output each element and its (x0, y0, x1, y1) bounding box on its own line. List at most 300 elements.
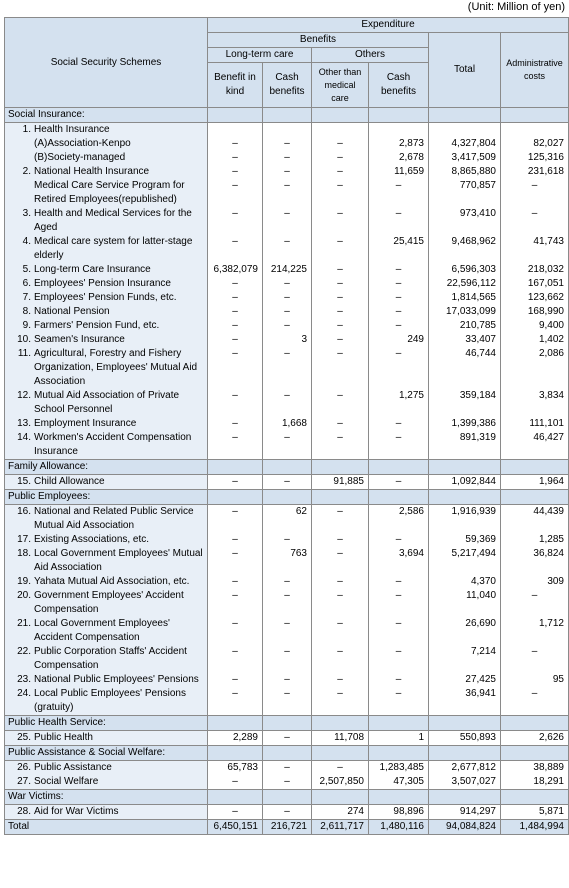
value-cell: 1,283,485 (369, 761, 429, 776)
value-cell: 891,319 (429, 431, 501, 460)
header-long-term-care: Long-term care (208, 48, 312, 63)
value-cell: – (369, 475, 429, 490)
scheme-label (8, 805, 204, 819)
value-cell: – (208, 805, 263, 820)
section-empty-cell (263, 108, 312, 123)
scheme-number: 10. (17, 334, 31, 345)
value-cell: – (312, 389, 369, 417)
table-row (5, 731, 569, 746)
scheme-label-cell (5, 179, 208, 207)
value-cell: 218,032 (501, 263, 569, 277)
scheme-number: 28. (17, 806, 31, 817)
value-cell: – (208, 431, 263, 460)
scheme-name: Workmen's Accident Compensation Insurance (34, 432, 192, 457)
value-cell: 38,889 (501, 761, 569, 776)
scheme-label-cell (5, 687, 208, 716)
section-empty-cell (208, 460, 263, 475)
value-cell: – (369, 277, 429, 291)
header-other-than-medical: Other than medical care (312, 63, 369, 108)
value-cell: – (501, 207, 569, 235)
scheme-label (8, 475, 204, 489)
value-cell: – (208, 137, 263, 151)
section-title: War Victims: (5, 790, 208, 805)
scheme-label (8, 645, 204, 673)
table-row (5, 347, 569, 389)
scheme-label-cell (5, 547, 208, 575)
section-empty-cell (369, 460, 429, 475)
value-cell: 125,316 (501, 151, 569, 165)
scheme-label (8, 179, 204, 207)
scheme-number: 13. (17, 418, 31, 429)
value-cell: – (263, 151, 312, 165)
value-cell: – (369, 347, 429, 389)
scheme-label-cell (5, 475, 208, 490)
table-row (5, 761, 569, 776)
value-cell: – (208, 687, 263, 716)
scheme-number: 24. (17, 688, 31, 699)
value-cell: 123,662 (501, 291, 569, 305)
value-cell: 550,893 (429, 731, 501, 746)
value-cell: – (263, 347, 312, 389)
value-cell: 3,834 (501, 389, 569, 417)
section-empty-cell (263, 716, 312, 731)
value-cell: – (369, 417, 429, 431)
section-empty-cell (429, 460, 501, 475)
scheme-number: 6. (22, 278, 31, 289)
header-expenditure: Expenditure (208, 18, 569, 33)
value-cell: – (208, 589, 263, 617)
scheme-name: Child Allowance (34, 476, 105, 487)
scheme-name: Local Public Employees' Pensions (gratuity) (34, 688, 186, 713)
value-cell: – (208, 347, 263, 389)
section-empty-cell (369, 108, 429, 123)
value-cell: – (312, 333, 369, 347)
table-row (5, 687, 569, 716)
value-cell: – (312, 137, 369, 151)
table-row (5, 505, 569, 534)
table-header (5, 18, 569, 108)
value-cell: – (208, 505, 263, 534)
table-row (5, 389, 569, 417)
value-cell: – (263, 687, 312, 716)
scheme-name: Local Government Employees' Mutual Aid Association (34, 548, 203, 573)
section-empty-cell (263, 790, 312, 805)
section-empty-cell (263, 746, 312, 761)
value-cell: – (208, 179, 263, 207)
value-cell: – (208, 305, 263, 319)
value-cell: – (312, 277, 369, 291)
scheme-label (8, 775, 204, 789)
value-cell: – (369, 645, 429, 673)
scheme-name: Long-term Care Insurance (34, 264, 151, 275)
value-cell: – (312, 305, 369, 319)
scheme-number (8, 151, 34, 165)
scheme-name: Yahata Mutual Aid Association, etc. (34, 576, 190, 587)
scheme-label-cell (5, 207, 208, 235)
value-cell: 2,873 (369, 137, 429, 151)
value-cell: 8,865,880 (429, 165, 501, 179)
section-empty-cell (369, 716, 429, 731)
value-cell: – (208, 775, 263, 790)
table-row (5, 575, 569, 589)
scheme-number: 2. (22, 166, 31, 177)
table-row (5, 431, 569, 460)
section-empty-cell (312, 716, 369, 731)
table-row (5, 263, 569, 277)
value-cell: 44,439 (501, 505, 569, 534)
scheme-name: National and Related Public Service Mutual Aid Association (34, 506, 194, 531)
total-value-cell: 1,484,994 (501, 820, 569, 835)
header-total: Total (429, 33, 501, 108)
scheme-label (8, 617, 204, 645)
table-row (5, 291, 569, 305)
value-cell: – (263, 137, 312, 151)
scheme-label-cell (5, 645, 208, 673)
scheme-number: 27. (17, 776, 31, 787)
value-cell: – (312, 533, 369, 547)
scheme-label-cell (5, 417, 208, 431)
value-cell: – (312, 617, 369, 645)
value-cell: 1,399,386 (429, 417, 501, 431)
scheme-label-cell (5, 347, 208, 389)
value-cell: – (312, 505, 369, 534)
section-empty-cell (429, 108, 501, 123)
value-cell: 27,425 (429, 673, 501, 687)
unit-label: (Unit: Million of yen) (467, 1, 565, 13)
value-cell: – (369, 263, 429, 277)
scheme-number: 23. (17, 674, 31, 685)
value-cell: 359,184 (429, 389, 501, 417)
scheme-label (8, 333, 204, 347)
scheme-label-cell (5, 235, 208, 263)
value-cell: 22,596,112 (429, 277, 501, 291)
value-cell: – (312, 673, 369, 687)
value-cell: – (312, 165, 369, 179)
section-empty-cell (208, 716, 263, 731)
value-cell: 11,040 (429, 589, 501, 617)
section-empty-cell (263, 460, 312, 475)
value-cell: 47,305 (369, 775, 429, 790)
scheme-label-cell (5, 575, 208, 589)
value-cell: 82,027 (501, 137, 569, 151)
scheme-number: 19. (17, 576, 31, 587)
value-cell: – (208, 165, 263, 179)
table-row (5, 123, 569, 138)
value-cell: 36,941 (429, 687, 501, 716)
scheme-label (8, 589, 204, 617)
value-cell: 1,285 (501, 533, 569, 547)
header-benefits: Benefits (208, 33, 429, 48)
header-others: Others (312, 48, 429, 63)
value-cell: – (312, 347, 369, 389)
scheme-label (8, 431, 204, 459)
value-cell: – (312, 575, 369, 589)
value-cell: 1,964 (501, 475, 569, 490)
value-cell: – (263, 431, 312, 460)
scheme-name: Farmers' Pension Fund, etc. (34, 320, 160, 331)
value-cell: 770,857 (429, 179, 501, 207)
scheme-name: Social Welfare (34, 776, 99, 787)
value-cell: 214,225 (263, 263, 312, 277)
total-value-cell: 1,480,116 (369, 820, 429, 835)
scheme-number (8, 179, 34, 207)
table-row (5, 589, 569, 617)
scheme-number: 5. (22, 264, 31, 275)
value-cell: – (369, 291, 429, 305)
section-empty-cell (208, 746, 263, 761)
value-cell: – (208, 475, 263, 490)
scheme-label (8, 731, 204, 745)
scheme-number: 8. (22, 306, 31, 317)
scheme-label-cell (5, 333, 208, 347)
value-cell: – (312, 291, 369, 305)
section-empty-cell (501, 746, 569, 761)
scheme-number: 3. (22, 208, 31, 219)
table-row (5, 475, 569, 490)
section-empty-cell (369, 746, 429, 761)
table-row (5, 645, 569, 673)
value-cell: 4,370 (429, 575, 501, 589)
value-cell: – (501, 179, 569, 207)
value-cell: 95 (501, 673, 569, 687)
value-cell: – (208, 617, 263, 645)
scheme-label (8, 319, 204, 333)
value-cell: – (369, 589, 429, 617)
scheme-name: Government Employees' Accident Compensation (34, 590, 184, 615)
value-cell: – (263, 533, 312, 547)
scheme-number: 20. (17, 590, 31, 601)
scheme-name: Employment Insurance (34, 418, 137, 429)
scheme-label (8, 389, 204, 417)
table-row (5, 165, 569, 179)
value-cell: – (312, 589, 369, 617)
value-cell: 1,712 (501, 617, 569, 645)
table-row (5, 533, 569, 547)
section-empty-cell (263, 490, 312, 505)
scheme-name: Health Insurance (34, 124, 110, 135)
value-cell: 41,743 (501, 235, 569, 263)
value-cell: 46,744 (429, 347, 501, 389)
scheme-label (8, 291, 204, 305)
value-cell: 6,596,303 (429, 263, 501, 277)
value-cell: – (208, 533, 263, 547)
value-cell: – (312, 263, 369, 277)
value-cell: 98,896 (369, 805, 429, 820)
value-cell: 7,214 (429, 645, 501, 673)
scheme-label-cell (5, 123, 208, 138)
scheme-name: Public Assistance (34, 762, 112, 773)
value-cell: – (263, 805, 312, 820)
value-cell: – (263, 305, 312, 319)
scheme-label (8, 137, 204, 151)
scheme-number: 22. (17, 646, 31, 657)
value-cell: 3,694 (369, 547, 429, 575)
scheme-label (8, 207, 204, 235)
value-cell: 1,668 (263, 417, 312, 431)
value-cell: – (501, 687, 569, 716)
section-header-row (5, 746, 569, 761)
scheme-label-cell (5, 277, 208, 291)
scheme-number: 7. (22, 292, 31, 303)
value-cell: 973,410 (429, 207, 501, 235)
value-cell: 5,217,494 (429, 547, 501, 575)
value-cell: – (369, 431, 429, 460)
value-cell: – (369, 533, 429, 547)
header-cash-benefits-ltc: Cash benefits (263, 63, 312, 108)
scheme-label-cell (5, 673, 208, 687)
section-header-row (5, 716, 569, 731)
value-cell: – (312, 319, 369, 333)
value-cell: 26,690 (429, 617, 501, 645)
total-value-cell: 94,084,824 (429, 820, 501, 835)
value-cell: – (208, 151, 263, 165)
scheme-number: 9. (22, 320, 31, 331)
scheme-name: Seamen's Insurance (34, 334, 125, 345)
total-value-cell: 6,450,151 (208, 820, 263, 835)
value-cell: 2,678 (369, 151, 429, 165)
value-cell: 168,990 (501, 305, 569, 319)
section-empty-cell (429, 790, 501, 805)
value-cell (263, 123, 312, 138)
value-cell: 18,291 (501, 775, 569, 790)
value-cell: 3,417,509 (429, 151, 501, 165)
value-cell: 46,427 (501, 431, 569, 460)
scheme-name: National Public Employees' Pensions (34, 674, 199, 685)
value-cell: – (208, 417, 263, 431)
section-empty-cell (312, 790, 369, 805)
header-benefit-in-kind: Benefit in kind (208, 63, 263, 108)
value-cell: – (208, 575, 263, 589)
section-empty-cell (501, 716, 569, 731)
scheme-name: Health and Medical Services for the Aged (34, 208, 192, 233)
table-row (5, 207, 569, 235)
value-cell: – (208, 547, 263, 575)
scheme-number: 21. (17, 618, 31, 629)
value-cell: – (369, 179, 429, 207)
section-empty-cell (208, 790, 263, 805)
scheme-number: 16. (17, 506, 31, 517)
scheme-number: 1. (22, 124, 31, 135)
value-cell: 1,402 (501, 333, 569, 347)
header-schemes: Social Security Schemes (5, 18, 208, 108)
scheme-name: Medical care system for latter-stage elderly (34, 236, 193, 261)
value-cell: 91,885 (312, 475, 369, 490)
table-row (5, 277, 569, 291)
value-cell: – (208, 673, 263, 687)
header-admin-costs: Administrative costs (501, 33, 569, 108)
value-cell: – (208, 333, 263, 347)
value-cell: – (263, 277, 312, 291)
value-cell: 5,871 (501, 805, 569, 820)
scheme-label (8, 123, 204, 137)
scheme-number: 25. (17, 732, 31, 743)
value-cell: 914,297 (429, 805, 501, 820)
section-empty-cell (429, 490, 501, 505)
scheme-name: (B)Society-managed (34, 152, 126, 163)
scheme-name: Mutual Aid Association of Private School Personnel (34, 390, 180, 415)
scheme-label (8, 263, 204, 277)
scheme-name: National Pension (34, 306, 110, 317)
value-cell: – (369, 319, 429, 333)
table-row (5, 235, 569, 263)
value-cell: – (369, 687, 429, 716)
value-cell: – (263, 731, 312, 746)
value-cell: 210,785 (429, 319, 501, 333)
scheme-label-cell (5, 805, 208, 820)
value-cell: – (312, 417, 369, 431)
scheme-name: Employees' Pension Funds, etc. (34, 292, 177, 303)
value-cell: 17,033,099 (429, 305, 501, 319)
value-cell: – (312, 179, 369, 207)
section-empty-cell (501, 490, 569, 505)
section-header-row (5, 790, 569, 805)
table-row (5, 805, 569, 820)
value-cell: – (263, 673, 312, 687)
value-cell: 11,659 (369, 165, 429, 179)
value-cell: 2,677,812 (429, 761, 501, 776)
section-empty-cell (429, 746, 501, 761)
total-row (5, 820, 569, 835)
value-cell: 62 (263, 505, 312, 534)
section-title: Social Insurance: (5, 108, 208, 123)
section-title: Public Health Service: (5, 716, 208, 731)
value-cell: 309 (501, 575, 569, 589)
value-cell (369, 123, 429, 138)
value-cell: – (263, 165, 312, 179)
value-cell: 231,618 (501, 165, 569, 179)
value-cell: – (263, 645, 312, 673)
scheme-name: Medical Care Service Program for Retired Employees(republished) (34, 180, 185, 205)
section-empty-cell (369, 490, 429, 505)
value-cell (429, 123, 501, 138)
table-body (5, 108, 569, 835)
scheme-label (8, 575, 204, 589)
scheme-label (8, 547, 204, 575)
table-row (5, 417, 569, 431)
scheme-label (8, 165, 204, 179)
scheme-label-cell (5, 305, 208, 319)
value-cell: – (369, 305, 429, 319)
value-cell: – (369, 673, 429, 687)
scheme-label-cell (5, 389, 208, 417)
section-header-row (5, 108, 569, 123)
scheme-label (8, 235, 204, 263)
value-cell: 33,407 (429, 333, 501, 347)
scheme-label-cell (5, 617, 208, 645)
scheme-number: 15. (17, 476, 31, 487)
value-cell: – (263, 475, 312, 490)
section-empty-cell (429, 716, 501, 731)
scheme-label (8, 277, 204, 291)
value-cell (501, 123, 569, 138)
scheme-label (8, 687, 204, 715)
value-cell: 1,916,939 (429, 505, 501, 534)
header-cash-benefits-others: Cash benefits (369, 63, 429, 108)
section-header-row (5, 460, 569, 475)
value-cell: – (312, 235, 369, 263)
scheme-name: Agricultural, Forestry and Fishery Organization, Employees' Mutual Aid Association (34, 348, 198, 387)
section-header-row (5, 490, 569, 505)
scheme-label-cell (5, 151, 208, 165)
value-cell: 2,507,850 (312, 775, 369, 790)
value-cell: – (369, 207, 429, 235)
section-title: Family Allowance: (5, 460, 208, 475)
total-label: Total (5, 820, 208, 835)
table-row (5, 333, 569, 347)
section-title: Public Assistance & Social Welfare: (5, 746, 208, 761)
value-cell: 4,327,804 (429, 137, 501, 151)
table-row (5, 775, 569, 790)
